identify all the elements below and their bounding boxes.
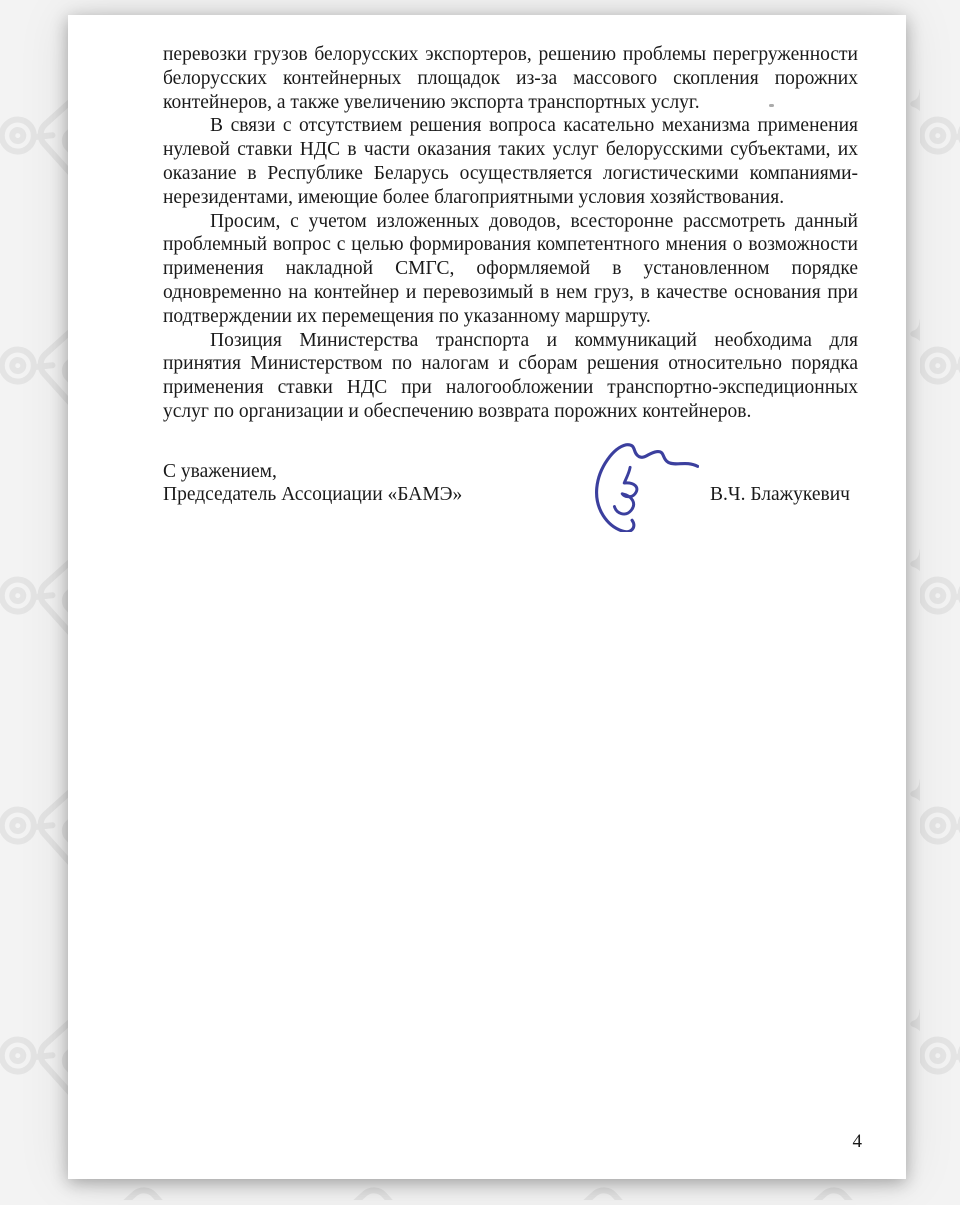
signer-title: Председатель Ассоциации «БАМЭ» (163, 483, 463, 505)
letter-body (163, 43, 858, 580)
scan-artifact-dot (769, 104, 774, 107)
closing-salutation: С уважением, (163, 460, 277, 482)
page-number: 4 (852, 1131, 862, 1152)
body-paragraph: В связи с отсутствием решения вопроса касательно механизма применения нулевой ставки НДС в части оказания таких услуг белорусскими субъектами, их оказание в Республике Беларусь осуществляется логистическими компаниями-нерезидентами, имеющие более благоприятными условия хозяйствования. (163, 115, 858, 208)
document-page (68, 15, 906, 1179)
closing-block (163, 460, 858, 580)
signer-name: В.Ч. Блажукевич (710, 483, 850, 505)
scan-artifact-dot (745, 336, 749, 339)
body-paragraph: перевозки грузов белорусских экспортеров, решению проблемы перегруженности белорусских контейнерных площадок из-за массового скопления порожних контейнеров, а также увеличению экспорта транспортных услуг. (163, 44, 858, 113)
body-paragraph: Просим, с учетом изложенных доводов, всесторонне рассмотреть данный проблемный вопрос с целью формирования компетентного мнения о возможности применения накладной СМГС, оформляемой в установленном порядке одновременно на контейнер и перевозимый в нем груз, в качестве основания при подтверждении их перемещения по указанному маршруту. (163, 210, 858, 327)
handwritten-signature (571, 434, 699, 532)
body-paragraph: Позиция Министерства транспорта и коммуникаций необходима для принятия Министерством по налогам и сборам решения относительно порядка применения ставки НДС при налогообложении транспортно-экспедиционных услуг по организации и обеспечению возврата порожних контейнеров. (163, 329, 858, 422)
